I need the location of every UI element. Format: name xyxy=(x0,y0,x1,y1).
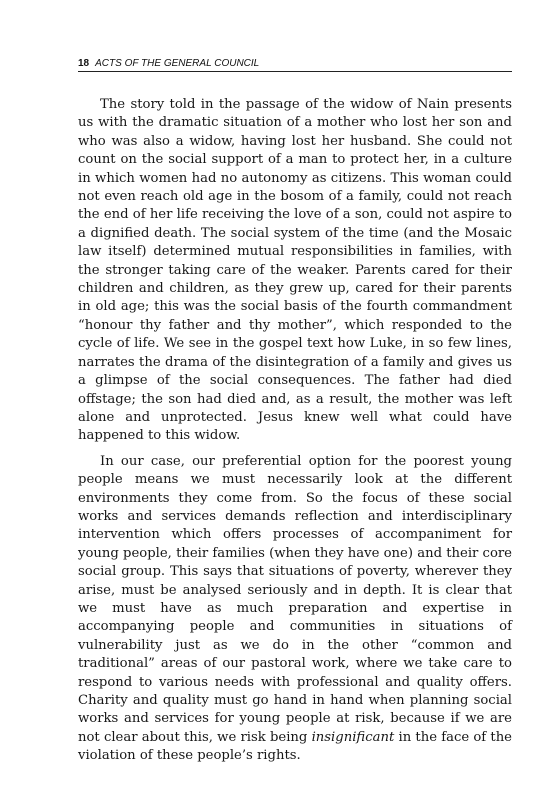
header-rule xyxy=(78,71,512,72)
body-text xyxy=(78,96,512,766)
paragraph-widow-of-nain: The story told in the passage of the widow of Nain presents us with the dramatic situation of a mother who lost her son and who was also a widow, having lost her husband. She could not count on the social support of a man to protect her, in a culture in which women had no autonomy as citizens. This woman could not even reach old age in the bosom of a family, could not reach the end of her life receiving the love of a son, could not aspire to a dignified death. The social system of the time (and the Mosaic law itself) determined mutual responsibilities in families, with the stronger taking care of the weaker. Parents cared for their children and children, as they grew up, cared for their parents in old age; this was the social basis of the fourth commandment “honour thy father and thy mother”, which responded to the cycle of life. We see in the gospel text how Luke, in so few lines, narrates the drama of the disintegration of a family and gives us a glimpse of the social consequences. The father had died offstage; the son had died and, as a result, the mother was left alone and unprotected. Jesus knew well what could have happened to this widow. xyxy=(78,97,512,444)
paragraph-text-after-emphasis: in the face of the violation of these people’s rights. xyxy=(78,729,512,764)
emphasis-insignificant: insignificant xyxy=(311,729,395,745)
running-header xyxy=(78,58,512,72)
paragraph-preferential-option xyxy=(78,453,512,766)
paragraph-text-before-emphasis: In our case, our preferential option for the poorest young people means we must necessarily look at the different environments they come from. So the focus of these social works and services demands reflection and interdisciplinary intervention which offers processes of accompaniment for young people, their families (when they have one) and their core social group. This says that situations of poverty, wherever they arise, must be analysed seriously and in depth. It is clear that we must have as much preparation and expertise in accompanying people and communities in situations of vulnerability just as we do in the other “common and traditional” areas of our pastoral work, where we take care to respond to various needs with professional and quality offers. Charity and quality must go hand in hand when planning social works and services for young people at risk, because if we are not clear about this, we risk being xyxy=(78,453,512,745)
running-title: ACTS OF THE GENERAL COUNCIL xyxy=(95,58,260,69)
page-number: 18 xyxy=(78,58,90,69)
